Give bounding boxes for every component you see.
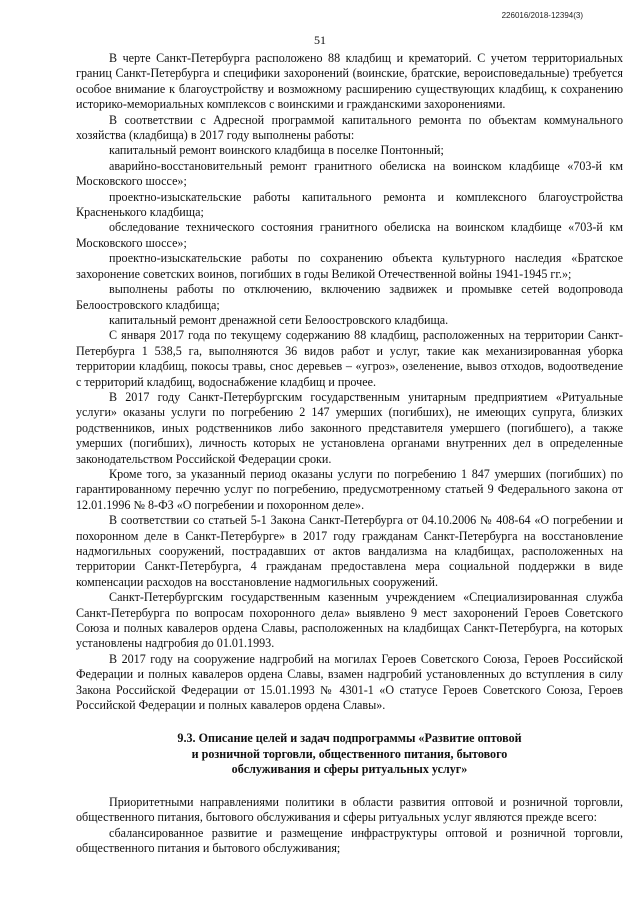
document-body — [76, 51, 623, 856]
section-heading-line: 9.3. Описание целей и задач подпрограммы «Развитие оптовой — [177, 731, 522, 746]
paragraph: Кроме того, за указанный период оказаны услуги по погребению 1 847 умерших (погибших) по гарантированному перечню услуг по погребению, предусмотренному статьей 9 Федерального закона от 12.01.1996 № 8-ФЗ «О погребении и похоронном деле». — [76, 466, 623, 512]
paragraph: В соответствии с Адресной программой капитального ремонта по объектам коммунального хозяйства (кладбища) в 2017 году выполнены работы: — [76, 112, 623, 143]
paragraph: проектно-изыскательские работы капитального ремонта и комплексного благоустройства Красненького кладбища; — [76, 189, 623, 220]
section-heading-line: и розничной торговли, общественного питания, бытового — [191, 746, 508, 761]
section-heading — [76, 731, 623, 777]
paragraph: С января 2017 года по текущему содержанию 88 кладбищ, расположенных на территории Санкт-Петербурга 1 538,5 га, выполняются 36 видов работ и услуг, такие как механизированная уборка территории кладбищ, покосы травы, снос деревьев – «угроз», озеленение, вывоз отходов, водоотведение с территорий кладбищ, водоснабжение кладбищ и прочее. — [76, 328, 623, 389]
paragraph: аварийно-восстановительный ремонт гранитного обелиска на воинском кладбище «703-й км Московского шоссе»; — [76, 158, 623, 189]
paragraph: проектно-изыскательские работы по сохранению объекта культурного наследия «Братское захоронение советских воинов, погибших в годы Великой Отечественной войны 1941-1945 гг.»; — [76, 251, 623, 281]
paragraph: Санкт-Петербургским государственным казенным учреждением «Специализированная служба Санкт-Петербурга по вопросам похоронного дела» выявлено 9 мест захоронений Героев Советского Союза и полных кавалеров ордена Славы, расположенных на кладбищах Санкт-Петербурга, на которых установлены надгробия до 01.01.1993. — [76, 590, 623, 651]
paragraph: капитальный ремонт дренажной сети Белоостровского кладбища. — [109, 312, 449, 327]
paragraph: В соответствии со статьей 5-1 Закона Санкт-Петербурга от 04.10.2006 № 408-64 «О погребении и похоронном деле в Санкт-Петербурге» в 2017 году гражданам Санкт-Петербурга на восстановление надмогильных сооружений, пострадавших от актов вандализма на кладбищах, расположенных на территории Санкт-Петербурга, 4 гражданам предоставлена мера социальной поддержки в виде компенсации расходов на восстановление надмогильных сооружений. — [76, 513, 623, 589]
paragraph: В 2017 году Санкт-Петербургским государственным унитарным предприятием «Ритуальные услуги» оказаны услуги по погребению 2 147 умерших (погибших), не имеющих супруга, близких родственников, иных родственников либо законного представителя умершего (погибшего), а также умерших (погибших), личность которых не установлена органами внутренних дел в определенные законодательством Российской Федерации сроки. — [76, 389, 623, 466]
paragraph: В черте Санкт-Петербурга расположено 88 кладбищ и крематорий. С учетом территориальных границ Санкт-Петербурга и специфики захоронений (воинские, братские, вероисповедальные) требуется особое внимание к благоустройству и возможному расширению существующих кладбищ, к сохранению историко-мемориальных комплексов с воинскими и гражданскими захоронениями. — [76, 51, 623, 112]
document-id: 226016/2018-12394(3) — [501, 11, 583, 20]
paragraph: В 2017 году на сооружение надгробий на могилах Героев Советского Союза, Героев Российской Федерации и полных кавалеров ордена Славы, взамен надгробий установленных до вступления в силу Закона Российской Федерации от 15.01.1993 № 4301-1 «О статусе Героев Советского Союза, Героев Российской Федерации и полных кавалеров ордена Славы». — [76, 651, 623, 713]
paragraph: обследование технического состояния гранитного обелиска на воинском кладбище «703-й км Московского шоссе»; — [76, 220, 623, 250]
section-heading-line: обслуживания и сферы ритуальных услуг» — [231, 762, 468, 777]
page-number: 51 — [314, 33, 326, 47]
paragraph: выполнены работы по отключению, включению задвижек и промывке сетей водопровода Белоостровского кладбища; — [76, 282, 623, 312]
paragraph: Приоритетными направлениями политики в области развития оптовой и розничной торговли, общественного питания, бытового обслуживания и сферы ритуальных услуг являются прежде всего: — [76, 794, 623, 825]
paragraph: капитальный ремонт воинского кладбища в поселке Понтонный; — [109, 143, 444, 158]
paragraph: сбалансированное развитие и размещение инфраструктуры оптовой и розничной торговли, общественного питания и бытового обслуживания; — [76, 825, 623, 855]
